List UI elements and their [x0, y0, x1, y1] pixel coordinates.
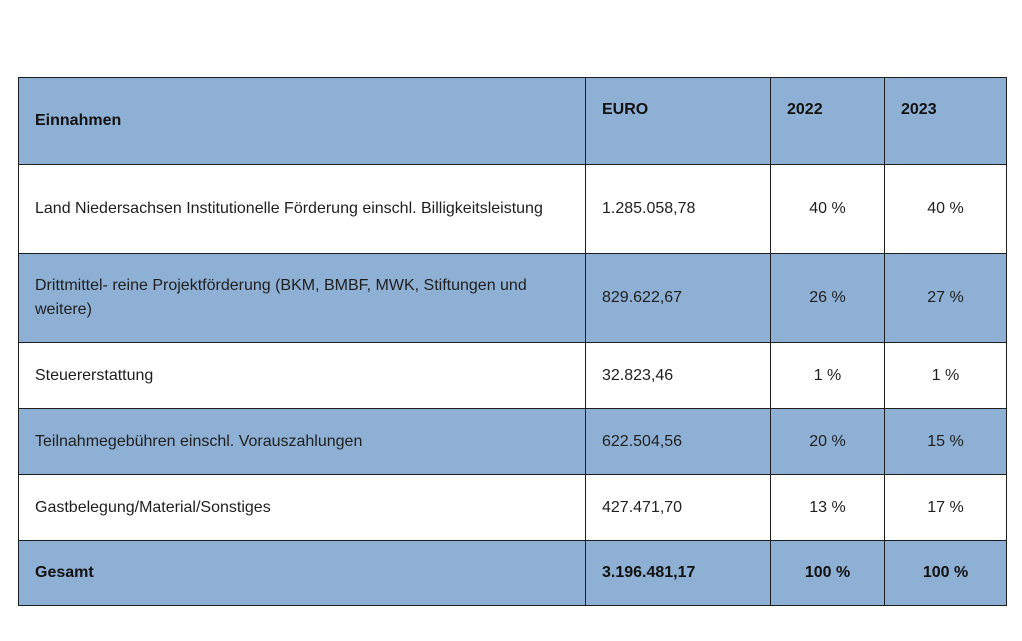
header-2022: 2022 — [771, 78, 885, 165]
row-euro: 32.823,46 — [586, 343, 771, 409]
row-2022: 40 % — [771, 165, 885, 254]
table-row — [19, 475, 1007, 541]
row-euro: 1.285.058,78 — [586, 165, 771, 254]
row-2023: 40 % — [885, 165, 1007, 254]
table-total-row — [19, 541, 1007, 606]
row-label: Drittmittel- reine Projektförderung (BKM, BMBF, MWK, Stiftungen und weitere) — [19, 254, 586, 343]
row-label: Steuererstattung — [19, 343, 586, 409]
table-header-row — [19, 78, 1007, 165]
total-label: Gesamt — [19, 541, 586, 606]
row-2023: 1 % — [885, 343, 1007, 409]
row-label: Gastbelegung/Material/Sonstiges — [19, 475, 586, 541]
header-einnahmen: Einnahmen — [19, 78, 586, 165]
income-table-container — [18, 77, 1006, 606]
table-row — [19, 409, 1007, 475]
row-2023: 27 % — [885, 254, 1007, 343]
header-2023: 2023 — [885, 78, 1007, 165]
row-euro: 829.622,67 — [586, 254, 771, 343]
total-2023: 100 % — [885, 541, 1007, 606]
table-row — [19, 343, 1007, 409]
row-label: Teilnahmegebühren einschl. Vorauszahlungen — [19, 409, 586, 475]
total-euro: 3.196.481,17 — [586, 541, 771, 606]
row-2023: 15 % — [885, 409, 1007, 475]
row-2023: 17 % — [885, 475, 1007, 541]
total-2022: 100 % — [771, 541, 885, 606]
table-row — [19, 165, 1007, 254]
row-2022: 1 % — [771, 343, 885, 409]
row-2022: 13 % — [771, 475, 885, 541]
header-euro: EURO — [586, 78, 771, 165]
table-row — [19, 254, 1007, 343]
row-euro: 427.471,70 — [586, 475, 771, 541]
row-2022: 26 % — [771, 254, 885, 343]
row-2022: 20 % — [771, 409, 885, 475]
row-euro: 622.504,56 — [586, 409, 771, 475]
income-table — [18, 77, 1007, 606]
row-label: Land Niedersachsen Institutionelle Förderung einschl. Billigkeitsleistung — [19, 165, 586, 254]
